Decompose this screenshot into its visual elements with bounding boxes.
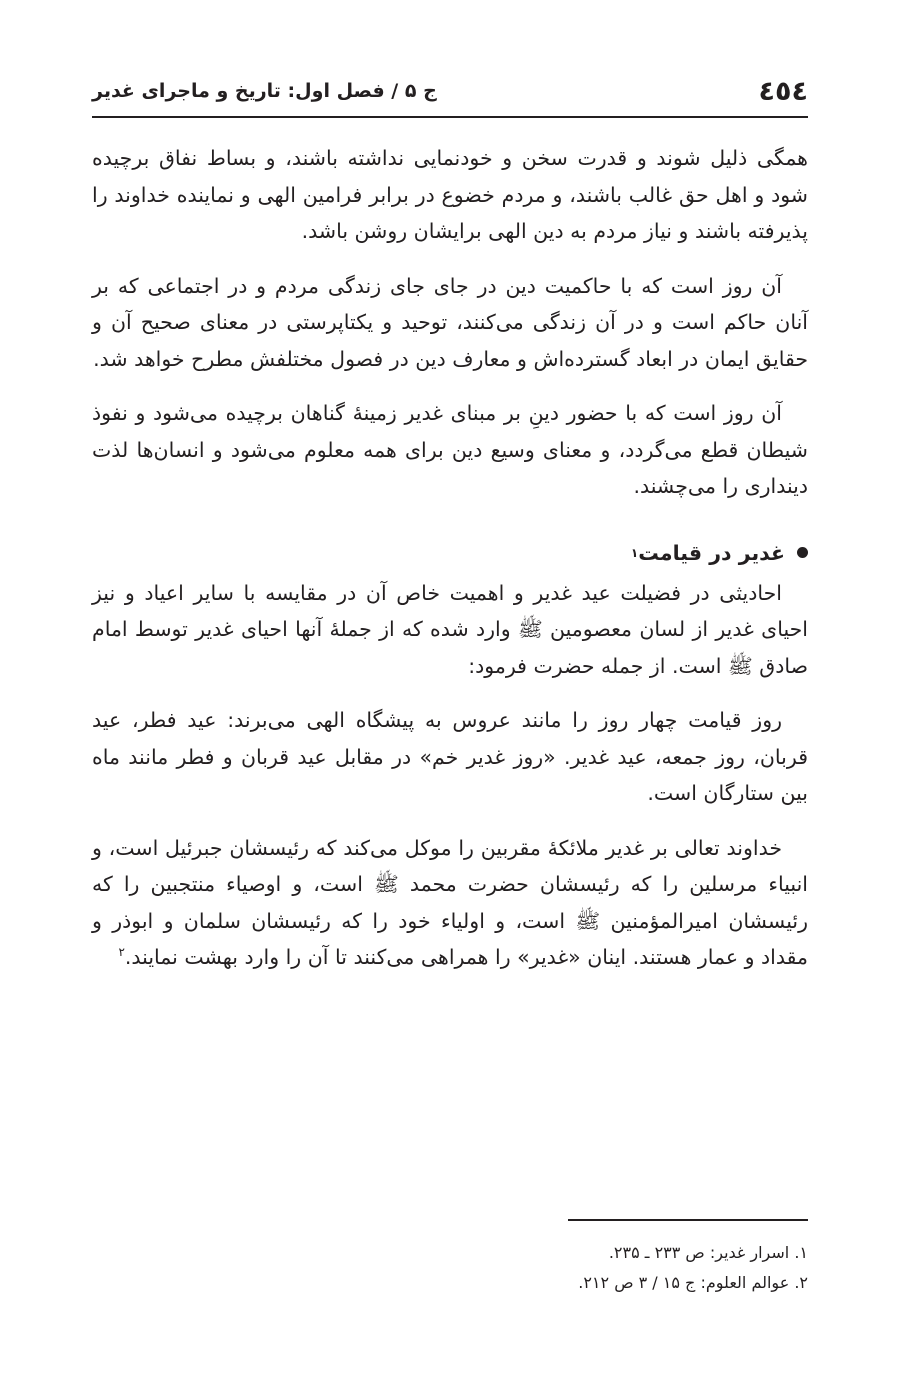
footnote-ref: ۲ [118, 945, 125, 960]
footnote: ۱. اسرار غدیر: ص ۲۳۳ ـ ۲۳۵. [608, 1243, 808, 1262]
section-heading: غدیر در قیامت ۱ [92, 535, 808, 571]
page-header [92, 64, 808, 116]
paragraph-text: خداوند تعالی بر غدیر ملائکهٔ مقربین را موکل می‌کند که رئیسشان جبرئیل است، و انبیاء مرسلین را که رئیسشان حضرت محمد ﷺ است، و اوصیاء منتجبین را که رئیسشان امیرالمؤمنین ﷺ است، و اولیاء خود را که رئیسشان سلمان و ابوذر و مقداد و عمار هستند. اینان «غدیر» را همراهی می‌کنند تا آن را وارد بهشت نمایند. [92, 835, 808, 969]
bullet-icon [797, 547, 808, 558]
paragraph: همگی ذلیل شوند و قدرت سخن و خودنمایی نداشته باشند، و بساط نفاق برچیده شود و اهل حق غالب باشند، و مردم خضوع در برابر فرامین الهی و نماینده خداوند را پذیرفته باشند و نیاز مردم به دین الهی برایشان روشن باشد. [92, 146, 808, 243]
section-title: غدیر در قیامت [638, 540, 785, 565]
footnote-rule [568, 1219, 808, 1221]
footnotes [92, 1238, 808, 1298]
paragraph: احادیثی در فضیلت عید غدیر و اهمیت خاص آن در مقایسه با سایر اعیاد و نیز احیای غدیر از لسان معصومین ﷺ وارد شده که از جملهٔ آنها احیای غدیر توسط امام صادق ﷺ است. از جمله حضرت فرمود: [92, 580, 808, 678]
page-number: ٤٥٤ [758, 76, 808, 107]
paragraph: آن روز است که با حاکمیت دین در جای جای زندگی مردم و در اجتماعی که بر آنان حاکم است و در آن زندگی می‌کنند، توحید و یکتاپرستی در معنای صحیح آن و حقایق ایمان در ابعاد گسترده‌اش و معارف دین در فصول مختلفش مطرح خواهد شد. [92, 273, 808, 371]
paragraph: آن روز است که با حضور دینِ بر مبنای غدیر زمینهٔ گناهان برچیده می‌شود و نفوذ شیطان قطع می‌گردد، و معنای وسیع دین برای همه معلوم می‌شود و انسان‌ها لذت دینداری را می‌چشند. [92, 401, 808, 498]
body-text [92, 140, 808, 994]
footnote: ۲. عوالم العلوم: ج ۱۵ / ۳ ص ۲۱۲. [578, 1273, 808, 1292]
running-head: ج ۵ / فصل اول: تاریخ و ماجرای غدیر [92, 80, 437, 102]
header-rule [92, 116, 808, 118]
quote-paragraph-last [92, 830, 808, 976]
quote-paragraph: روز قیامت چهار روز را مانند عروس به پیشگاه الهی می‌برند: عید فطر، عید قربان، روز جمعه، عید غدیر. «روز غدیر خم» در مقابل عید قربان و فطر مانند ماه بین ستارگان است. [92, 708, 808, 805]
